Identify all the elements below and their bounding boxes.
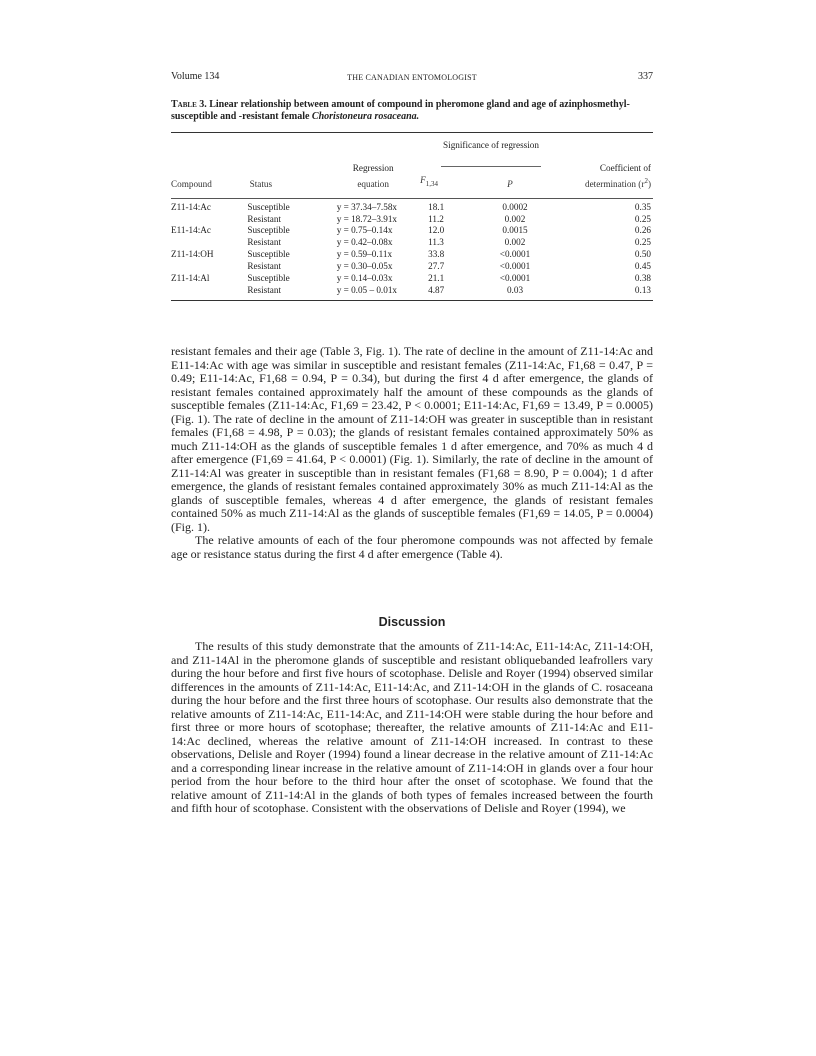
cell-f-value: 11.3 — [428, 237, 444, 248]
cell-f-value: 18.1 — [428, 201, 445, 212]
cell-f-value: 11.2 — [428, 213, 444, 224]
table-row — [171, 261, 653, 273]
cell-compound — [171, 214, 247, 226]
cell-p-value: 0.002 — [504, 213, 526, 224]
cell-compound: Z11-14:Al — [171, 273, 210, 284]
discussion-heading: Discussion — [378, 615, 446, 629]
table-row — [171, 225, 653, 237]
cell-equation: y = 0.59–0.11x — [336, 249, 393, 260]
table-header-row — [171, 163, 653, 175]
cell-status: Resistant — [247, 261, 282, 272]
cell-p-value: <0.0001 — [499, 273, 531, 284]
cell-status: Susceptible — [247, 201, 290, 212]
page-number: 337 — [638, 71, 653, 82]
col-header-equation-1: Regression — [352, 163, 394, 173]
data-table — [171, 132, 653, 301]
cell-equation: y = 0.14–0.03x — [336, 273, 393, 284]
table-row — [171, 214, 653, 226]
table-label: Table 3. — [171, 99, 207, 110]
cell-status: Susceptible — [247, 225, 290, 236]
col-header-coef-sup: 2 — [644, 176, 648, 185]
cell-equation: y = 0.05 – 0.01x — [336, 284, 398, 295]
col-header-coef-1: Coefficient of — [599, 163, 651, 173]
col-header-f-sub: 1,34 — [425, 179, 439, 188]
col-header-coef-close: ) — [647, 178, 651, 189]
table-header-row — [171, 175, 653, 198]
cell-equation: y = 0.30–0.05x — [336, 261, 393, 272]
cell-r2-value: 0.38 — [634, 273, 651, 284]
table-row — [171, 285, 653, 297]
cell-status: Resistant — [247, 284, 282, 295]
cell-compound: Z11-14:OH — [171, 249, 214, 260]
significance-header-text: Significance of regression — [443, 140, 539, 150]
col-header-equation-2: equation — [357, 178, 389, 189]
discussion-text — [171, 640, 653, 816]
table-row — [171, 237, 653, 249]
cell-r2-value: 0.50 — [634, 249, 651, 260]
col-header-f: F — [420, 174, 426, 185]
table-row — [171, 273, 653, 285]
results-paragraph-1: resistant females and their age (Table 3, Fig. 1). The rate of decline in the amount of Z11-14:Ac and E11-14:Ac with age was similar in susceptible and resistant females (Z11-14:Ac, F1,68 = 0.47, P = 0.49; E11-14:Ac, F1,68 = 0.94, P = 0.34), but during the first 4 d after emergence, the glands of resistant females contained approximately half the amount of these compounds as the glands of susceptible females (Z11-14:Ac, F1,69 = 23.42, P < 0.0001; E11-14:Ac, F1,69 = 13.49, P = 0.0005) (Fig. 1). The rate of decline in the amount of Z11-14:OH was greater in susceptible than in resistant females (F1,68 = 4.98, P = 0.03); the glands of resistant females contained approximately 50% as much Z11-14:OH as the glands of susceptible females 1 d after emergence, and 70% as much 4 d after emergence (F1,69 = 41.64, P < 0.0001) (Fig. 1). Similarly, the rate of decline in the amount of Z11-14:Al was greater in susceptible than in resistant females (F1,68 = 8.90, P = 0.004); 1 d after emergence, the glands of resistant females contained approximately 30% as much Z11-14:Al as the glands of susceptible females, whereas 4 d after emergence, the glands of resistant females contained 50% as much Z11-14:Al as the glands of susceptible females (F1,69 = 14.05, P = 0.0004) (Fig. 1). — [171, 344, 653, 534]
cell-compound: Z11-14:Ac — [171, 201, 211, 212]
cell-f-value: 33.8 — [428, 249, 445, 260]
table-rows — [171, 202, 653, 297]
cell-status: Susceptible — [247, 249, 290, 260]
significance-group-header — [171, 133, 653, 163]
cell-r2-value: 0.13 — [634, 284, 651, 295]
cell-equation: y = 18.72–3.91x — [336, 213, 398, 224]
cell-f-value: 21.1 — [428, 273, 445, 284]
table-bottom-rule — [171, 300, 653, 301]
cell-p-value: 0.0002 — [502, 201, 528, 212]
cell-compound: E11-14:Ac — [171, 225, 211, 236]
col-header-status: Status — [249, 178, 273, 189]
table-row — [171, 249, 653, 261]
cell-r2-value: 0.25 — [634, 213, 651, 224]
cell-equation: y = 0.42–0.08x — [336, 237, 393, 248]
cell-status: Resistant — [247, 213, 282, 224]
cell-compound — [171, 285, 247, 297]
discussion-paragraph-1: The results of this study demonstrate that the amounts of Z11-14:Ac, E11-14:Ac, Z11-14:OH, and Z11-14Al in the pheromone glands of susceptible and resistant obliquebanded leafrollers vary during the hour before and first five hours of scotophase. Delisle and Royer (1994) observed similar differences in the amounts of Z11-14:Ac, E11-14:Ac, and Z11-14:OH in the glands of C. rosaceana during the hour before and the first three hours of scotophase. Our results also demonstrate that the relative amounts of Z11-14:Ac, E11-14:Ac, and Z11-14:OH were stable during the hour before and first three or more hours of scotophase; thereafter, the relative amounts of Z11-14:Ac and E11-14:Ac declined, whereas the relative amount of Z11-14:OH increased. In contrast to these observations, Delisle and Royer (1994) found a linear decrease in the relative amount of Z11-14:Ac and a corresponding linear increase in the relative amount of Z11-14:OH in glands over a four hour period from the hour before to the third hour after the onset of scotophase. We found that the relative amount of Z11-14:Al in the glands of both types of females increased between the fourth and fifth hour of scotophase. Consistent with the observations of Delisle and Royer (1994), we — [171, 639, 653, 815]
cell-compound — [171, 237, 247, 249]
cell-p-value: 0.0015 — [502, 225, 528, 236]
cell-equation: y = 37.34–7.58x — [336, 201, 398, 212]
col-header-compound: Compound — [171, 178, 212, 189]
cell-f-value: 4.87 — [428, 284, 445, 295]
cell-f-value: 12.0 — [428, 225, 445, 236]
cell-equation: y = 0.75–0.14x — [336, 225, 393, 236]
cell-r2-value: 0.35 — [634, 201, 651, 212]
cell-p-value: 0.03 — [506, 284, 524, 295]
col-header-coef-2: determination (r — [584, 178, 645, 189]
volume-number: Volume 134 — [171, 71, 220, 82]
cell-r2-value: 0.26 — [634, 225, 651, 236]
table-caption — [171, 99, 653, 123]
table-caption-species: Choristoneura rosaceana. — [311, 111, 420, 122]
significance-underline — [441, 166, 541, 167]
table-body-grid — [171, 163, 653, 198]
cell-f-value: 27.7 — [428, 261, 445, 272]
table-caption-text: Linear relationship between amount of compound in pheromone gland and age of azinphosmethyl-susceptible and -resistant female — [171, 99, 630, 122]
cell-p-value: <0.0001 — [499, 249, 531, 260]
cell-status: Resistant — [247, 237, 282, 248]
cell-status: Susceptible — [247, 273, 290, 284]
col-header-p: P — [507, 178, 513, 189]
cell-r2-value: 0.25 — [634, 237, 651, 248]
cell-p-value: 0.002 — [504, 237, 526, 248]
cell-p-value: <0.0001 — [499, 261, 531, 272]
journal-title: THE CANADIAN ENTOMOLOGIST — [347, 73, 477, 82]
table-header-rule — [171, 198, 653, 199]
table-row — [171, 202, 653, 214]
cell-r2-value: 0.45 — [634, 261, 651, 272]
cell-compound — [171, 261, 247, 273]
results-paragraph-2: The relative amounts of each of the four pheromone compounds was not affected by female age or resistance status during the first 4 d after emergence (Table 4). — [171, 533, 653, 561]
results-text — [171, 345, 653, 561]
